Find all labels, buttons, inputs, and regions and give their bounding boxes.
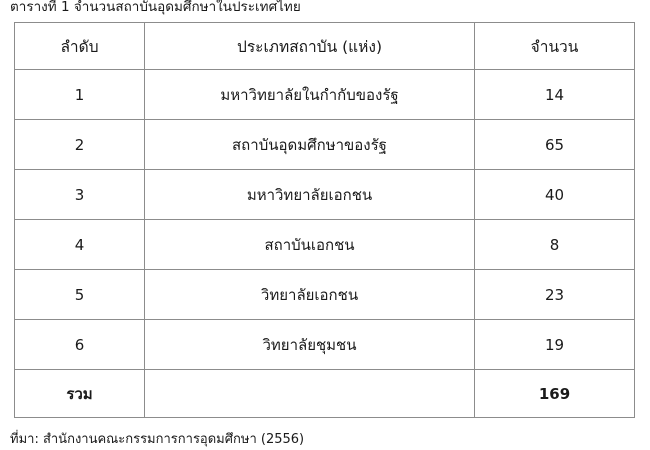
table-row	[15, 320, 635, 370]
cell-type: สถาบันอุดมศึกษาของรัฐ	[145, 120, 475, 170]
cell-type: วิทยาลัยชุมชน	[145, 320, 475, 370]
cell-count: 23	[475, 270, 635, 320]
cell-type: มหาวิทยาลัยเอกชน	[145, 170, 475, 220]
table-source-note: ที่มา: สำนักงานคณะกรรมการการอุดมศึกษา (2556)	[10, 432, 305, 447]
column-header-count: จำนวน	[475, 23, 635, 70]
table-row	[15, 220, 635, 270]
cell-type: มหาวิทยาลัยในกำกับของรัฐ	[145, 70, 475, 120]
table-header-row	[15, 23, 635, 70]
cell-count: 8	[475, 220, 635, 270]
table-row	[15, 70, 635, 120]
institutions-table	[14, 22, 635, 418]
table-row	[15, 120, 635, 170]
table-caption: ตารางที่ 1 จำนวนสถาบันอุดมศึกษาในประเทศไทย	[10, 0, 301, 15]
cell-count: 14	[475, 70, 635, 120]
table-row	[15, 270, 635, 320]
cell-count: 65	[475, 120, 635, 170]
cell-order: 3	[15, 170, 145, 220]
total-count: 169	[475, 370, 635, 418]
cell-order: 4	[15, 220, 145, 270]
table-row	[15, 170, 635, 220]
total-blank-cell	[145, 370, 475, 418]
cell-type: สถาบันเอกชน	[145, 220, 475, 270]
cell-type: วิทยาลัยเอกชน	[145, 270, 475, 320]
cell-order: 1	[15, 70, 145, 120]
table-body	[15, 70, 635, 418]
cell-order: 6	[15, 320, 145, 370]
table-container	[14, 22, 634, 418]
total-label: รวม	[15, 370, 145, 418]
cell-count: 19	[475, 320, 635, 370]
cell-order: 2	[15, 120, 145, 170]
cell-count: 40	[475, 170, 635, 220]
column-header-order: ลำดับ	[15, 23, 145, 70]
column-header-type: ประเภทสถาบัน (แห่ง)	[145, 23, 475, 70]
table-total-row	[15, 370, 635, 418]
table-header	[15, 23, 635, 70]
cell-order: 5	[15, 270, 145, 320]
